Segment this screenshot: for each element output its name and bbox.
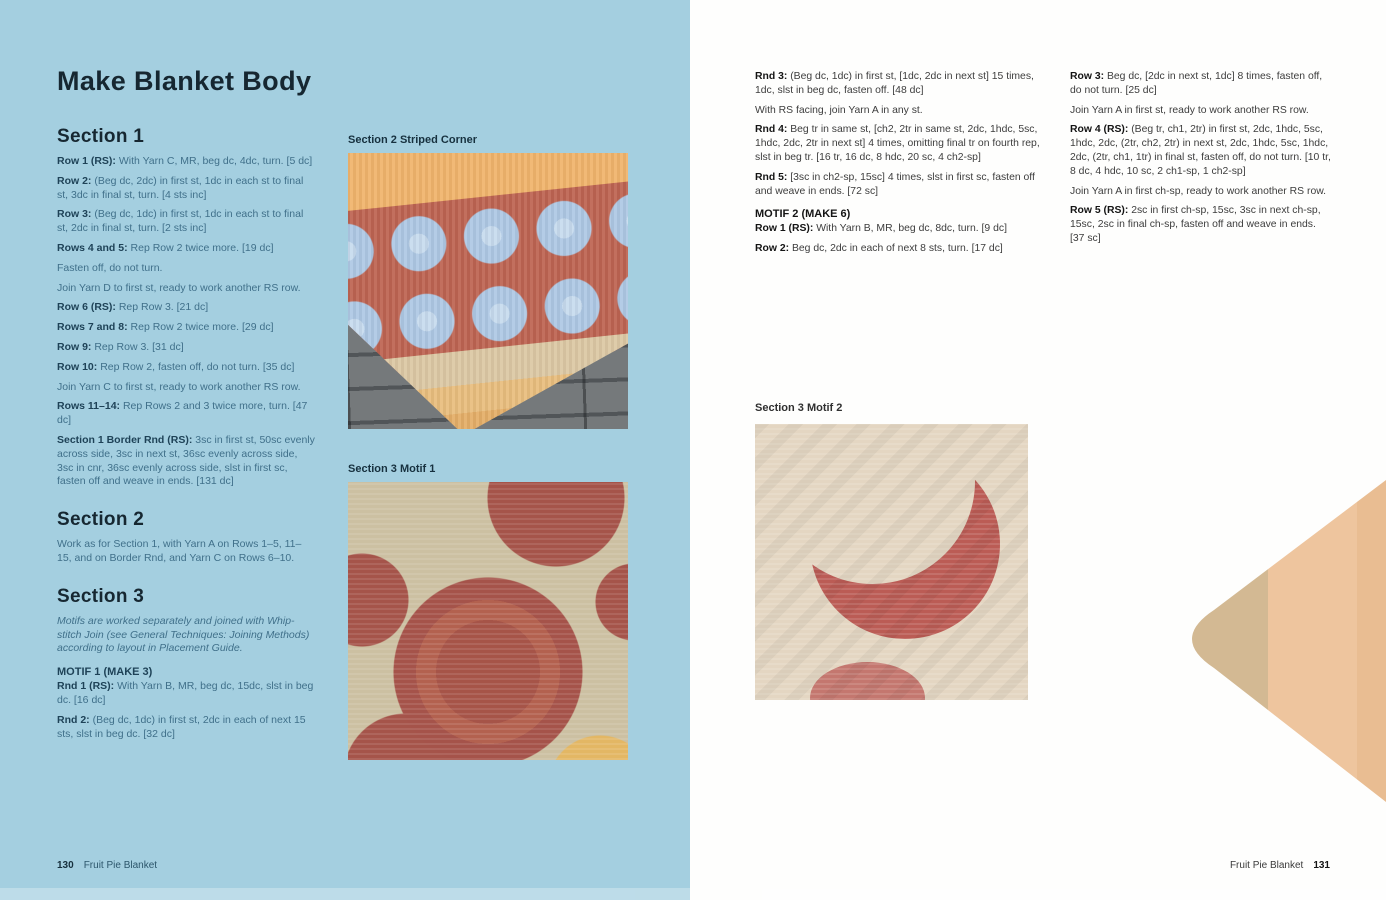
instruction-text: Rep Rows 2 and 3 twice more, turn. [47 dc] (57, 400, 308, 427)
instruction-paragraph (57, 341, 315, 355)
instruction-label: Row 3: (57, 208, 95, 221)
instruction-label: Row 2: (755, 243, 792, 255)
book-title: Fruit Pie Blanket (83, 860, 158, 871)
motif1-instructions-continued (755, 70, 1047, 198)
instruction-paragraph (1070, 104, 1332, 118)
photo1-caption: Section 2 Striped Corner (348, 134, 477, 146)
instruction-paragraph (755, 222, 1047, 236)
instruction-text: Fasten off, do not turn. (57, 261, 163, 274)
instruction-paragraph (755, 104, 1047, 118)
instruction-text: Join Yarn C to first st, ready to work another RS row. (57, 380, 301, 393)
instruction-label: Rnd 4: (755, 124, 791, 136)
instruction-label: Row 6 (RS): (57, 301, 119, 314)
page-number: 130 (57, 860, 74, 871)
book-title: Fruit Pie Blanket (1229, 860, 1304, 871)
instruction-text: Join Yarn A in first ch-sp, ready to work another RS row. (1070, 185, 1327, 197)
instruction-label: Row 9: (57, 340, 95, 353)
instruction-text: (Beg dc, 2dc) in first st, 1dc in each st to final st, 3dc in final st, turn. [4 sts inc] (57, 174, 304, 201)
motif1-heading: MOTIF 1 (MAKE 3) (57, 666, 153, 679)
section1-instructions (57, 155, 315, 489)
instruction-text: Rep Row 2, fasten off, do not turn. [35 dc] (100, 360, 295, 373)
instruction-label: Rows 4 and 5: (57, 241, 131, 254)
instruction-text: Beg dc, 2dc in each of next 8 sts, turn. [17 dc] (791, 243, 1003, 255)
instruction-paragraph (755, 70, 1047, 98)
instruction-text: (Beg dc, 1dc) in first st, 1dc in each st to final st, 2dc in final st, turn. [2 sts inc] (57, 208, 304, 235)
photo-section3-motif1 (348, 482, 628, 760)
instruction-paragraph (57, 208, 315, 236)
instruction-text: Beg dc, [2dc in next st, 1dc] 8 times, fasten off, do not turn. [25 dc] (1070, 71, 1323, 96)
left-page-footer (57, 860, 157, 871)
section3-note: Motifs are worked separately and joined with Whip-stitch Join (see General Techniques: Joining Methods) according to layout in Placement Guide. (57, 614, 310, 655)
instruction-text: Rep Row 3. [21 dc] (118, 301, 209, 314)
instruction-label: Row 2: (57, 174, 95, 187)
left-text-column (57, 126, 315, 747)
instruction-paragraph (57, 262, 315, 276)
instruction-paragraph (57, 321, 315, 335)
instruction-paragraph (57, 680, 315, 708)
instruction-label: Rnd 5: (755, 171, 791, 183)
instruction-paragraph (57, 242, 315, 256)
instruction-label: Row 3: (1070, 71, 1107, 82)
instruction-label: Rows 7 and 8: (57, 321, 131, 334)
circle-motif-band (348, 176, 628, 383)
instruction-text: With RS facing, join Yarn A in any st. (755, 104, 923, 116)
instruction-label: Rows 11–14: (57, 400, 123, 413)
instruction-text: Beg tr in same st, [ch2, 2tr in same st, 2dc, 1hdc, 5sc, 1hdc, 2dc, 2tr in next st] 4 times, omitting final tr on fourth rep, slst in beg tr. [16 tr, 16 dc, 8 hdc, 20 sc, 4 ch2-sp] (755, 124, 1040, 163)
instruction-paragraph (57, 434, 315, 489)
instruction-text: With Yarn B, MR, beg dc, 15dc, slst in beg dc. [16 dc] (57, 680, 314, 706)
instruction-paragraph (57, 175, 315, 203)
instruction-paragraph (57, 282, 315, 296)
section2-heading: Section 2 (57, 509, 145, 531)
instruction-text: (Beg tr, ch1, 2tr) in first st, 2dc, 1hdc, 5sc, 1hdc, 2dc, (2tr, ch2, 2tr) in next st, 2dc, 1hdc, 5sc, 1hdc, 2dc, (2tr, ch1, 1tr) in final st, fasten off, do not turn. [10 tr, 8 dc, 4 hdc, 10 sc, 2 ch1-sp, 1 ch2-sp] (1070, 124, 1331, 177)
instruction-text: Work as for Section 1, with Yarn A on Rows 1–5, 11–15, and on Border Rnd, and Yarn C on Rows 6–10. (57, 538, 302, 564)
instruction-text: 3sc in first st, 50sc evenly across side, 3sc in next st, 36sc evenly across side, 3sc in cnr, 36sc evenly across side, slst in first sc, fasten off and weave in ends. [131 dc] (57, 433, 315, 488)
instruction-label: Row 4 (RS): (1070, 124, 1132, 136)
crescent-cutout (770, 424, 975, 584)
left-page (0, 0, 690, 900)
instruction-paragraph (755, 171, 1047, 199)
instruction-text: [3sc in ch2-sp, 15sc] 4 times, slst in first sc, fasten off and weave in ends. [72 sc] (755, 171, 1035, 197)
orange-stripe-band (348, 153, 628, 240)
instruction-text: Rep Row 2 twice more. [19 dc] (130, 241, 274, 254)
instruction-paragraph (57, 301, 315, 315)
photo-section2-striped-corner (348, 153, 628, 429)
photo3-caption: Section 3 Motif 2 (755, 402, 843, 414)
instruction-text: 2sc in first ch-sp, 15sc, 3sc in next ch-sp, 15sc, 2sc in final ch-sp, fasten off and weave in ends. [37 sc] (1070, 205, 1321, 244)
motif2-instructions-continued (1070, 70, 1332, 246)
instruction-paragraph (755, 123, 1047, 164)
partial-motif-bottom (810, 662, 925, 700)
instruction-label: Rnd 2: (57, 713, 93, 726)
instruction-paragraph (1070, 185, 1332, 199)
pie-slice-decoration (1166, 458, 1386, 858)
instruction-paragraph (57, 381, 315, 395)
motif2-instructions (755, 222, 1047, 256)
instruction-label: Row 1 (RS): (755, 223, 817, 235)
instruction-label: Section 1 Border Rnd (RS): (57, 433, 196, 446)
instruction-paragraph (57, 400, 315, 428)
instruction-paragraph (57, 714, 315, 742)
instruction-label: Rnd 1 (RS): (57, 680, 118, 693)
section2-instructions (57, 538, 315, 566)
instruction-label: Row 5 (RS): (1070, 205, 1132, 217)
right-page-footer (1230, 860, 1330, 871)
instruction-paragraph (755, 242, 1047, 256)
left-photo-column (348, 134, 628, 760)
instruction-paragraph (57, 155, 315, 169)
instruction-paragraph (1070, 123, 1332, 178)
instruction-text: (Beg dc, 1dc) in first st, 2dc in each of next 15 sts, slst in beg dc. [32 dc] (57, 713, 306, 740)
instruction-text: Rep Row 3. [31 dc] (94, 340, 184, 353)
instruction-text: With Yarn B, MR, beg dc, 8dc, turn. [9 dc] (816, 223, 1007, 235)
page-title: Make Blanket Body (57, 66, 312, 96)
right-column-2 (1070, 70, 1332, 252)
instruction-text: Rep Row 2 twice more. [29 dc] (130, 321, 274, 334)
instruction-text: (Beg dc, 1dc) in first st, [1dc, 2dc in next st] 15 times, 1dc, slst in beg dc, fasten off. [48 dc] (755, 71, 1034, 96)
photo2-caption: Section 3 Motif 1 (348, 463, 436, 475)
instruction-label: Row 1 (RS): (57, 155, 119, 167)
instruction-paragraph (1070, 204, 1332, 245)
instruction-label: Rnd 3: (755, 71, 791, 82)
right-page (690, 0, 1386, 900)
instruction-paragraph (1070, 70, 1332, 98)
crescent-motif (810, 449, 1000, 639)
instruction-text: With Yarn C, MR, beg dc, 4dc, turn. [5 dc] (118, 155, 313, 167)
instruction-label: Row 10: (57, 360, 101, 373)
instruction-text: Join Yarn A in first st, ready to work another RS row. (1070, 104, 1309, 116)
instruction-paragraph (57, 538, 315, 566)
page-bottom-edge (0, 888, 1386, 900)
section1-heading: Section 1 (57, 126, 145, 147)
motif1-instructions (57, 680, 315, 741)
instruction-paragraph (57, 361, 315, 375)
motif2-heading: MOTIF 2 (MAKE 6) (755, 208, 851, 221)
instruction-text: Join Yarn D to first st, ready to work another RS row. (57, 281, 301, 294)
section3-heading: Section 3 (57, 585, 145, 607)
photo-section3-motif2 (755, 424, 1028, 700)
right-column-1 (755, 70, 1047, 262)
page-number: 131 (1313, 860, 1330, 871)
